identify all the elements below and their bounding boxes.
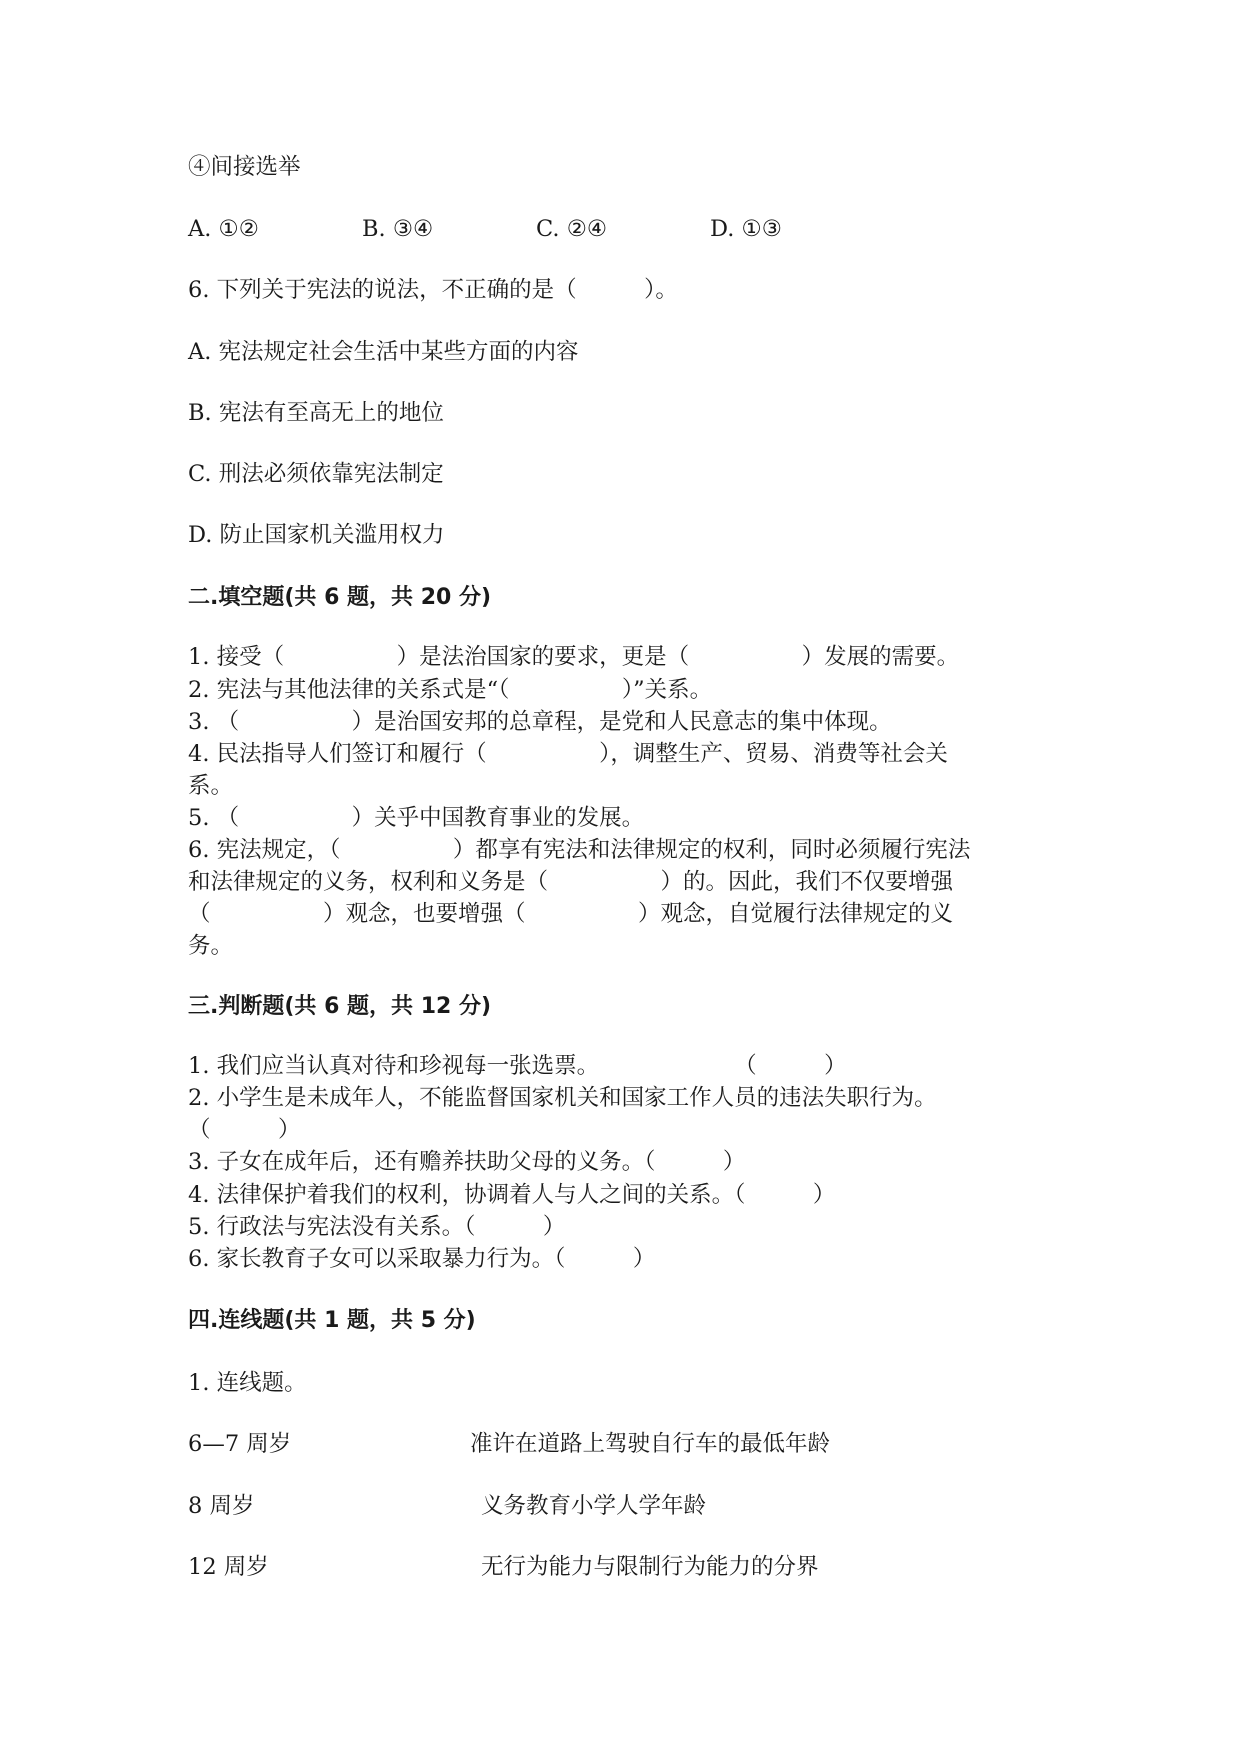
judge-line: 4. 法律保护着我们的权利，协调着人与人之间的关系。（ ） [188, 1182, 836, 1208]
judge-line: 3. 子女在成年后，还有赡养扶助父母的义务。（ ） [188, 1149, 746, 1175]
q5-option-4: ④间接选举 [188, 154, 301, 180]
match-right-1: 准许在道路上驾驶自行车的最低年龄 [470, 1431, 831, 1457]
fill-line: 5. （ ）关乎中国教育事业的发展。 [188, 805, 645, 831]
q5-choice-a: A. ①② [188, 216, 259, 242]
section-2-title: 二.填空题(共 6 题，共 20 分) [188, 585, 492, 610]
match-left-3: 12 周岁 [188, 1554, 269, 1580]
fill-line: （ ）观念，也要增强（ ）观念，自觉履行法律规定的义 [188, 901, 954, 927]
fill-line: 6. 宪法规定，（ ）都享有宪法和法律规定的权利，同时必须履行宪法 [188, 837, 971, 863]
match-prompt: 1. 连线题。 [188, 1370, 307, 1396]
match-left-1: 6—7 周岁 [188, 1431, 292, 1457]
section-3-title: 三.判断题(共 6 题，共 12 分) [188, 994, 492, 1019]
q5-choice-c: C. ②④ [536, 216, 608, 242]
q6-choice-a: A. 宪法规定社会生活中某些方面的内容 [188, 339, 579, 365]
fill-line: 2. 宪法与其他法律的关系式是“（ ）”关系。 [188, 677, 713, 703]
q6-choice-d: D. 防止国家机关滥用权力 [188, 522, 445, 548]
match-right-3: 无行为能力与限制行为能力的分界 [481, 1554, 819, 1580]
judge-line: （ ） [188, 1117, 301, 1143]
fill-line: 和法律规定的义务，权利和义务是（ ）的。因此，我们不仅要增强 [188, 869, 954, 895]
q6-stem: 6. 下列关于宪法的说法，不正确的是（ ）。 [188, 277, 678, 303]
q6-choice-c: C. 刑法必须依靠宪法制定 [188, 461, 444, 487]
judge-line: 2. 小学生是未成年人，不能监督国家机关和国家工作人员的违法失职行为。 [188, 1085, 937, 1111]
judge-line: 6. 家长教育子女可以采取暴力行为。（ ） [188, 1246, 656, 1272]
fill-line: 务。 [188, 933, 234, 959]
section-4-title: 四.连线题(共 1 题，共 5 分) [188, 1308, 476, 1333]
q6-choice-b: B. 宪法有至高无上的地位 [188, 400, 444, 426]
fill-line: 系。 [188, 773, 234, 799]
match-left-2: 8 周岁 [188, 1493, 255, 1519]
match-right-2: 义务教育小学人学年龄 [481, 1493, 707, 1519]
judge-line: 1. 我们应当认真对待和珍视每一张选票。 （ ） [188, 1053, 847, 1079]
fill-line: 4. 民法指导人们签订和履行（ ），调整生产、贸易、消费等社会关 [188, 741, 948, 767]
q5-choice-d: D. ①③ [710, 216, 782, 242]
fill-line: 1. 接受（ ）是法治国家的要求，更是（ ）发展的需要。 [188, 644, 960, 670]
fill-line: 3. （ ）是治国安邦的总章程，是党和人民意志的集中体现。 [188, 709, 892, 735]
judge-line: 5. 行政法与宪法没有关系。（ ） [188, 1214, 566, 1240]
q5-choice-b: B. ③④ [362, 216, 434, 242]
